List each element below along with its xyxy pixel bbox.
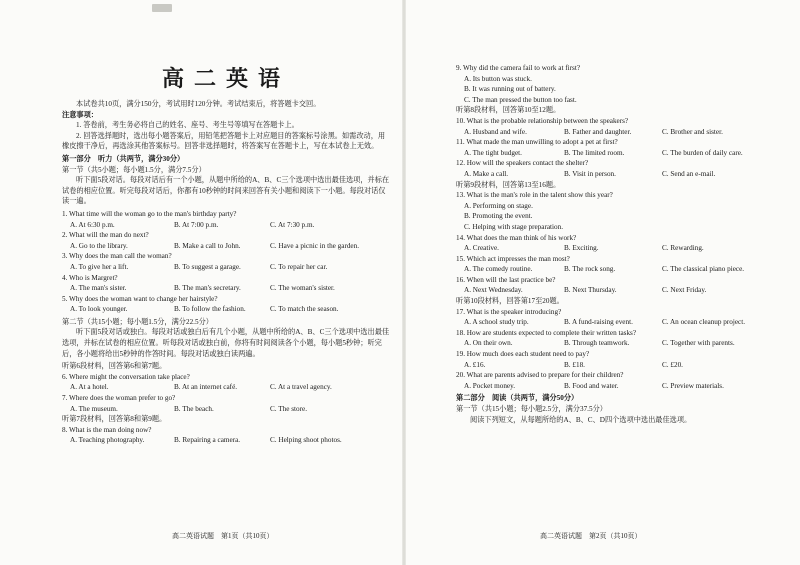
option-c: C. At a travel agency. — [270, 383, 332, 392]
question-item — [456, 137, 780, 158]
question-options — [62, 283, 390, 294]
question-text: 3. Why does the man call the woman? — [62, 252, 172, 261]
question-text: 5. Why does the woman want to change her hairstyle? — [62, 294, 218, 303]
option-a: A. The tight budget. — [464, 148, 522, 157]
option-c: C. Send an e-mail. — [662, 169, 716, 178]
question-item — [456, 275, 780, 296]
question-item — [62, 251, 390, 272]
material-8-title: 听第8段材料，回答第10至12题。 — [456, 106, 561, 115]
question-options — [62, 382, 390, 393]
question-options — [456, 317, 780, 328]
question-item — [456, 158, 780, 179]
question-options — [456, 285, 780, 296]
question-options — [456, 338, 780, 349]
part1-title: 第一部分 听力（共两节，满分30分） — [62, 154, 185, 163]
question-text: 19. How much does each student need to pay? — [456, 350, 590, 359]
option-a: A. £16. — [464, 360, 486, 369]
question-item — [62, 209, 390, 230]
question-item — [456, 349, 780, 370]
option-c: C. The man pressed the button too fast. — [464, 95, 577, 104]
option-c: C. Rewarding. — [662, 244, 704, 253]
option-a: A. Performing on stage. — [464, 201, 533, 210]
question-item — [62, 425, 390, 446]
option-b: B. Promoting the event. — [464, 212, 533, 221]
option-a: A. Pocket money. — [464, 381, 516, 390]
question-text: 1. What time will the woman go to the man's birthday party? — [62, 209, 237, 218]
option-a: A. Next Wednesday. — [464, 286, 523, 295]
question-text: 14. What does the man think of his work? — [456, 233, 577, 242]
option-a: A. Husband and wife. — [464, 127, 527, 136]
option-a: A. A school study trip. — [464, 318, 529, 327]
part2-title: 第二部分 阅读（共两节，满分50分） — [456, 394, 579, 403]
question-options — [456, 264, 780, 275]
option-b: B. A fund-raising event. — [564, 318, 633, 327]
question-options — [62, 262, 390, 273]
option-b: B. Exciting. — [564, 244, 599, 253]
option-b: B. Father and daughter. — [564, 127, 632, 136]
question-text: 20. What are parents advised to prepare for their children? — [456, 371, 624, 380]
question-options — [62, 435, 390, 446]
section2-instructions: 听下面5段对话或独白。每段对话或独白后有几个小题，从题中所给的A、B、C三个选项中选出最佳选项，并标在试卷的相应位置。听每段对话或独白前，你将有时间阅读各个小题，每小题5秒钟；听完后，各小题将给出5秒钟的作答时间。每段对话或独白读两遍。 — [62, 328, 390, 358]
option-b: B. To suggest a garage. — [174, 262, 241, 271]
notice-2: 2. 回答选择题时，选出每小题答案后，用铅笔把答题卡上对应题目的答案标号涂黑。如需改动，用橡皮擦干净后，再选涂其他答案标号。回答非选择题时，将答案写在答题卡上，写在本试卷上无效。 — [62, 131, 386, 151]
question-item — [456, 328, 780, 349]
option-b: B. It was running out of battery. — [464, 85, 556, 94]
option-a: A. On their own. — [464, 339, 513, 348]
question-text: 17. What is the speaker introducing? — [456, 307, 562, 316]
question-item — [62, 294, 390, 315]
option-a: A. Creative. — [464, 244, 499, 253]
question-text: 10. What is the probable relationship between the speakers? — [456, 116, 629, 125]
question-item — [456, 254, 780, 275]
question-options — [62, 404, 390, 415]
option-c: C. To repair her car. — [270, 262, 328, 271]
question-options — [456, 169, 780, 180]
question-options — [456, 381, 780, 392]
question-item — [62, 393, 390, 414]
option-c: C. Next Friday. — [662, 286, 707, 295]
material-7-title: 听第7段材料，回答第8和第9题。 — [62, 415, 167, 424]
question-text: 15. Which act impresses the man most? — [456, 254, 570, 263]
option-b: B. Repairing a camera. — [174, 436, 241, 445]
section1-title: 第一节（共5小题；每小题1.5分，满分7.5分） — [62, 165, 206, 174]
option-a: A. To look younger. — [70, 305, 128, 314]
option-b: B. Make a call to John. — [174, 241, 241, 250]
option-a: A. The museum. — [70, 404, 118, 413]
question-item — [456, 370, 780, 391]
question-text: 18. How are students expected to complete their written tasks? — [456, 328, 637, 337]
option-b: B. Visit in person. — [564, 169, 616, 178]
section1-instructions: 听下面5段对话。每段对话后有一个小题，从题中所给的A、B、C三个选项中选出最佳选项，并标在试卷的相应位置。听完每段对话后，你都有10秒钟的时间来回答有关小题和阅读下一小题。每段对话仅读一遍。 — [62, 176, 390, 206]
option-a: A. Teaching photography. — [70, 436, 145, 445]
question-item — [456, 116, 780, 137]
option-b: B. Through teamwork. — [564, 339, 630, 348]
question-text: 8. What is the man doing now? — [62, 425, 152, 434]
option-c: C. Helping with stage preparation. — [464, 222, 564, 231]
page-footer: 高二英语试题 第1页（共10页） — [172, 532, 274, 540]
option-c: C. The store. — [270, 404, 307, 413]
question-item — [456, 190, 780, 232]
option-b: B. The man's secretary. — [174, 284, 241, 293]
question-options — [456, 127, 780, 138]
notice-title: 注意事项： — [62, 110, 98, 119]
section2-title: 第二节（共15小题；每小题1.5分，满分22.5分） — [62, 317, 213, 326]
question-text: 2. What will the man do next? — [62, 231, 149, 240]
option-b: B. At 7:00 p.m. — [174, 220, 219, 229]
exam-intro: 本试卷共10页，满分150分，考试用时120分钟。考试结束后，将答题卡交回。 — [76, 100, 321, 108]
option-c: C. Have a picnic in the garden. — [270, 241, 360, 250]
option-c: C. An ocean cleanup project. — [662, 318, 746, 327]
question-text: 6. Where might the conversation take place? — [62, 372, 190, 381]
section3-instructions: 阅读下列短文，从每题所给的A、B、C、D四个选项中选出最佳选项。 — [470, 415, 692, 424]
option-a: A. The man's sister. — [70, 284, 127, 293]
question-text: 11. What made the man unwilling to adopt a pet at first? — [456, 138, 618, 147]
question-text: 12. How will the speakers contact the shelter? — [456, 159, 589, 168]
question-text: 9. Why did the camera fail to work at first? — [456, 64, 581, 72]
question-options — [62, 241, 390, 252]
option-a: A. Make a call. — [464, 169, 509, 178]
option-a: A. Go to the library. — [70, 241, 128, 250]
option-c: C. At 7:30 p.m. — [270, 220, 315, 229]
option-c: C. The burden of daily care. — [662, 148, 743, 157]
option-c: C. Preview materials. — [662, 381, 724, 390]
exam-page-2 — [404, 0, 800, 565]
question-item — [62, 372, 390, 393]
option-c: C. To match the season. — [270, 305, 339, 314]
question-text: 16. When will the last practice be? — [456, 275, 556, 284]
question-text: 13. What is the man's role in the talent show this year? — [456, 191, 613, 200]
option-a: A. At a hotel. — [70, 383, 109, 392]
option-b: B. At an internet café. — [174, 383, 238, 392]
question-item — [456, 307, 780, 328]
question-item — [456, 233, 780, 254]
material-9-title: 听第9段材料，回答第13至16题。 — [456, 180, 561, 189]
question-options — [456, 360, 780, 371]
question-group-1-5 — [62, 209, 390, 315]
question-options — [456, 243, 780, 254]
question-item — [62, 273, 390, 294]
option-b: B. £18. — [564, 360, 585, 369]
question-item — [62, 230, 390, 251]
option-a: A. The comedy routine. — [464, 265, 533, 274]
option-c: C. The woman's sister. — [270, 284, 335, 293]
option-b: B. The beach. — [174, 404, 214, 413]
page-footer: 高二英语试题 第2页（共10页） — [540, 532, 642, 540]
question-options — [456, 148, 780, 159]
question-text: 7. Where does the woman prefer to go? — [62, 394, 176, 403]
option-c: C. Brother and sister. — [662, 127, 723, 136]
option-a: A. Its button was stuck. — [464, 74, 532, 83]
material-6-title: 听第6段材料，回答第6和第7题。 — [62, 362, 167, 371]
notice-1: 1. 答卷前，考生务必将自己的姓名、座号、考生号等填写在答题卡上。 — [76, 121, 299, 130]
option-b: B. Food and water. — [564, 381, 619, 390]
material-10-title: 听第10段材料，回答第17至20题。 — [456, 297, 564, 306]
option-c: C. £20. — [662, 360, 683, 369]
section3-title: 第一节（共15小题；每小题2.5分，满分37.5分） — [456, 405, 607, 413]
question-text: 4. Who is Margret? — [62, 273, 118, 282]
option-c: C. Helping shoot photos. — [270, 436, 342, 445]
option-b: B. To follow the fashion. — [174, 305, 246, 314]
question-options — [62, 304, 390, 315]
option-a: A. To give her a lift. — [70, 262, 129, 271]
option-c: C. The classical piano piece. — [662, 265, 745, 274]
option-c: C. Together with parents. — [662, 339, 735, 348]
option-b: B. The limited room. — [564, 148, 625, 157]
question-options — [62, 220, 390, 231]
option-a: A. At 6:30 p.m. — [70, 220, 115, 229]
exam-title: 高二英语 — [161, 66, 290, 91]
option-b: B. Next Thursday. — [564, 286, 617, 295]
option-b: B. The rock song. — [564, 265, 616, 274]
question-item — [456, 63, 780, 105]
